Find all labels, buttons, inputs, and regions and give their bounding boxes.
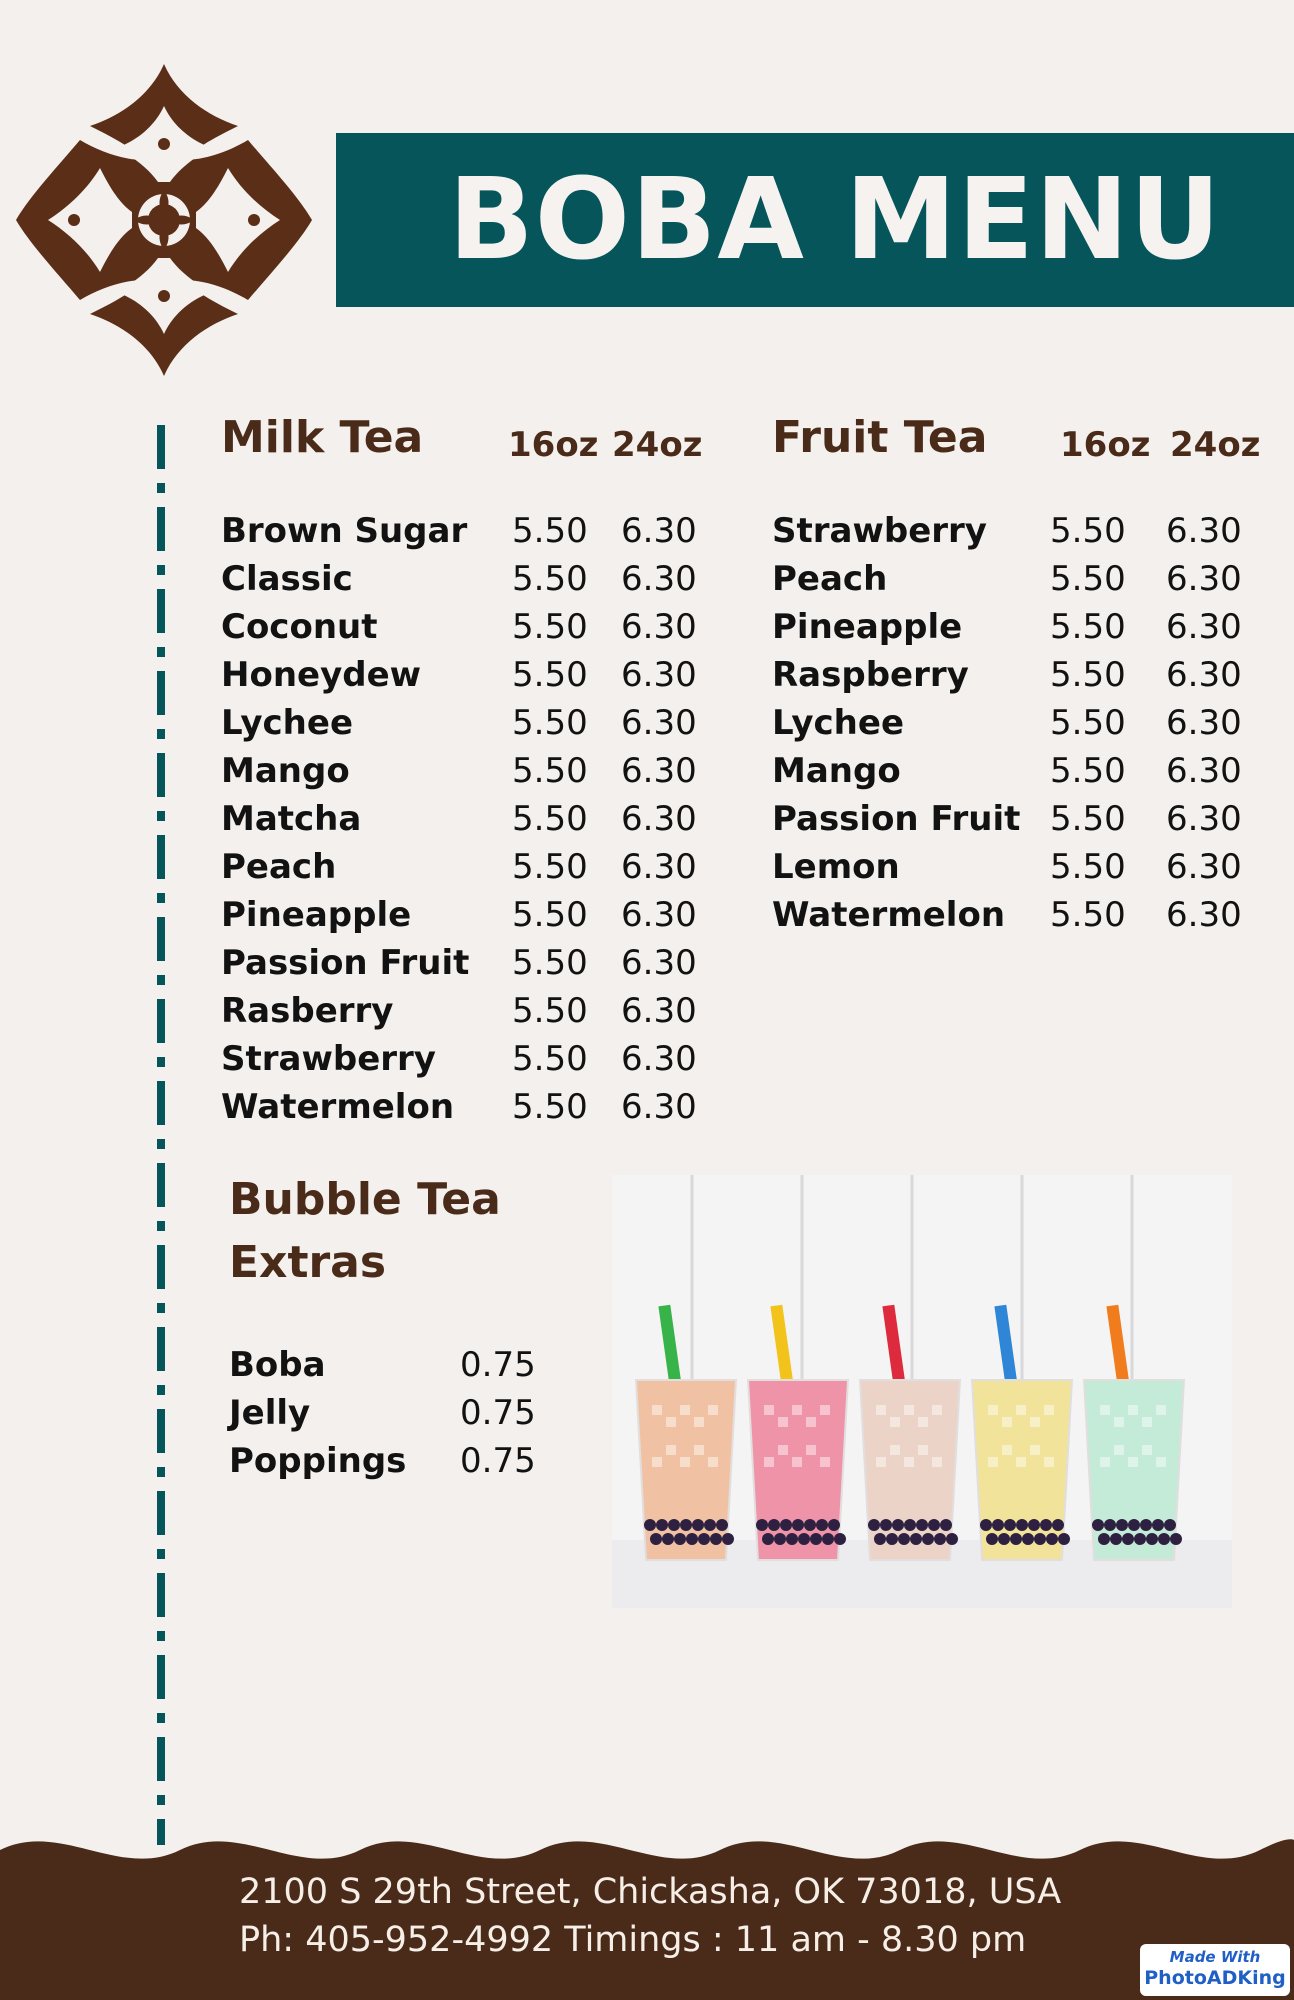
item-name: Mango bbox=[221, 751, 350, 791]
badge-line1: Made With bbox=[1169, 1948, 1261, 1966]
item-name: Pineapple bbox=[221, 895, 412, 935]
menu-item-row bbox=[221, 747, 721, 795]
made-with-badge bbox=[1140, 1944, 1290, 1996]
price-16oz: 5.50 bbox=[512, 1039, 588, 1079]
menu-item-row bbox=[772, 747, 1272, 795]
menu-item-row bbox=[221, 507, 721, 555]
menu-item-row bbox=[772, 651, 1272, 699]
milk-tea-title: Milk Tea bbox=[221, 412, 424, 463]
price-16oz: 5.50 bbox=[512, 799, 588, 839]
item-name: Peach bbox=[772, 559, 888, 599]
price-24oz: 6.30 bbox=[621, 1039, 697, 1079]
menu-item-row bbox=[772, 843, 1272, 891]
menu-item-row bbox=[772, 795, 1272, 843]
price-16oz: 5.50 bbox=[512, 847, 588, 887]
price-24oz: 6.30 bbox=[1166, 847, 1242, 887]
price-16oz: 5.50 bbox=[1050, 847, 1126, 887]
price-16oz: 5.50 bbox=[512, 751, 588, 791]
menu-item-row bbox=[772, 699, 1272, 747]
item-name: Classic bbox=[221, 559, 353, 599]
milk-tea-size-16oz: 16oz bbox=[508, 425, 599, 465]
item-name: Honeydew bbox=[221, 655, 422, 695]
item-name: Passion Fruit bbox=[221, 943, 470, 983]
price-24oz: 6.30 bbox=[621, 607, 697, 647]
fruit-tea-size-16oz: 16oz bbox=[1060, 425, 1151, 465]
menu-item-row bbox=[229, 1389, 569, 1437]
item-name: Pineapple bbox=[772, 607, 963, 647]
price-16oz: 5.50 bbox=[1050, 703, 1126, 743]
price-24oz: 6.30 bbox=[621, 703, 697, 743]
price-24oz: 6.30 bbox=[621, 751, 697, 791]
price-24oz: 6.30 bbox=[1166, 559, 1242, 599]
price-16oz: 5.50 bbox=[1050, 607, 1126, 647]
item-name: Lychee bbox=[772, 703, 904, 743]
item-name: Strawberry bbox=[221, 1039, 436, 1079]
price-24oz: 6.30 bbox=[1166, 655, 1242, 695]
price-16oz: 5.50 bbox=[1050, 559, 1126, 599]
price-16oz: 5.50 bbox=[512, 655, 588, 695]
milk-tea-size-24oz: 24oz bbox=[612, 425, 703, 465]
menu-item-row bbox=[229, 1341, 569, 1389]
item-name: Jelly bbox=[229, 1393, 311, 1433]
item-name: Lemon bbox=[772, 847, 900, 887]
fruit-tea-list bbox=[772, 507, 1272, 939]
menu-item-row bbox=[772, 507, 1272, 555]
price-16oz: 5.50 bbox=[512, 607, 588, 647]
extras-title-line1: Bubble Tea bbox=[229, 1174, 501, 1225]
price-24oz: 6.30 bbox=[1166, 895, 1242, 935]
bubble-tea-photo bbox=[612, 1175, 1232, 1608]
page-title: BOBA MENU bbox=[448, 155, 1222, 285]
item-name: Boba bbox=[229, 1345, 326, 1385]
item-name: Raspberry bbox=[772, 655, 969, 695]
item-name: Strawberry bbox=[772, 511, 987, 551]
item-name: Poppings bbox=[229, 1441, 407, 1481]
extras-list bbox=[229, 1341, 569, 1485]
price-24oz: 6.30 bbox=[621, 655, 697, 695]
menu-item-row bbox=[221, 1035, 721, 1083]
badge-line2: PhotoADKing bbox=[1144, 1967, 1286, 1989]
price-16oz: 5.50 bbox=[1050, 895, 1126, 935]
item-name: Matcha bbox=[221, 799, 362, 839]
fruit-tea-title: Fruit Tea bbox=[772, 412, 988, 463]
menu-item-row bbox=[772, 555, 1272, 603]
price-16oz: 5.50 bbox=[512, 703, 588, 743]
item-name: Rasberry bbox=[221, 991, 394, 1031]
price-24oz: 6.30 bbox=[1166, 799, 1242, 839]
menu-item-row bbox=[221, 603, 721, 651]
price-16oz: 5.50 bbox=[512, 559, 588, 599]
price-24oz: 6.30 bbox=[1166, 511, 1242, 551]
menu-item-row bbox=[221, 699, 721, 747]
footer-address: 2100 S 29th Street, Chickasha, OK 73018, USA bbox=[239, 1872, 1062, 1912]
milk-tea-list bbox=[221, 507, 721, 1131]
price-16oz: 5.50 bbox=[1050, 511, 1126, 551]
price-24oz: 6.30 bbox=[1166, 751, 1242, 791]
price-16oz: 5.50 bbox=[512, 991, 588, 1031]
title-banner bbox=[336, 133, 1294, 307]
price-16oz: 5.50 bbox=[512, 895, 588, 935]
menu-item-row bbox=[221, 795, 721, 843]
extras-title-line2: Extras bbox=[229, 1237, 387, 1288]
footer-contact: Ph: 405-952-4992 Timings : 11 am - 8.30 pm bbox=[239, 1920, 1027, 1960]
menu-item-row bbox=[221, 651, 721, 699]
price-24oz: 6.30 bbox=[621, 559, 697, 599]
menu-item-row bbox=[772, 603, 1272, 651]
menu-item-row bbox=[229, 1437, 569, 1485]
menu-item-row bbox=[221, 939, 721, 987]
price-24oz: 6.30 bbox=[621, 1087, 697, 1127]
item-name: Watermelon bbox=[772, 895, 1006, 935]
item-name: Mango bbox=[772, 751, 901, 791]
menu-item-row bbox=[221, 843, 721, 891]
price-24oz: 6.30 bbox=[621, 511, 697, 551]
price-24oz: 6.30 bbox=[1166, 607, 1242, 647]
damask-ornament-icon bbox=[8, 56, 320, 384]
price-16oz: 5.50 bbox=[1050, 751, 1126, 791]
item-price: 0.75 bbox=[460, 1441, 536, 1481]
menu-item-row bbox=[221, 891, 721, 939]
item-price: 0.75 bbox=[460, 1393, 536, 1433]
item-name: Peach bbox=[221, 847, 337, 887]
dashed-divider bbox=[156, 425, 166, 1845]
fruit-tea-size-24oz: 24oz bbox=[1170, 425, 1261, 465]
item-price: 0.75 bbox=[460, 1345, 536, 1385]
price-24oz: 6.30 bbox=[621, 799, 697, 839]
price-16oz: 5.50 bbox=[512, 943, 588, 983]
price-16oz: 5.50 bbox=[1050, 799, 1126, 839]
price-24oz: 6.30 bbox=[621, 991, 697, 1031]
item-name: Coconut bbox=[221, 607, 378, 647]
item-name: Watermelon bbox=[221, 1087, 455, 1127]
price-24oz: 6.30 bbox=[621, 895, 697, 935]
price-24oz: 6.30 bbox=[621, 847, 697, 887]
price-16oz: 5.50 bbox=[512, 1087, 588, 1127]
price-24oz: 6.30 bbox=[621, 943, 697, 983]
menu-item-row bbox=[221, 987, 721, 1035]
item-name: Brown Sugar bbox=[221, 511, 468, 551]
price-24oz: 6.30 bbox=[1166, 703, 1242, 743]
price-16oz: 5.50 bbox=[512, 511, 588, 551]
item-name: Lychee bbox=[221, 703, 353, 743]
item-name: Passion Fruit bbox=[772, 799, 1021, 839]
price-16oz: 5.50 bbox=[1050, 655, 1126, 695]
menu-item-row bbox=[221, 555, 721, 603]
menu-item-row bbox=[221, 1083, 721, 1131]
menu-item-row bbox=[772, 891, 1272, 939]
